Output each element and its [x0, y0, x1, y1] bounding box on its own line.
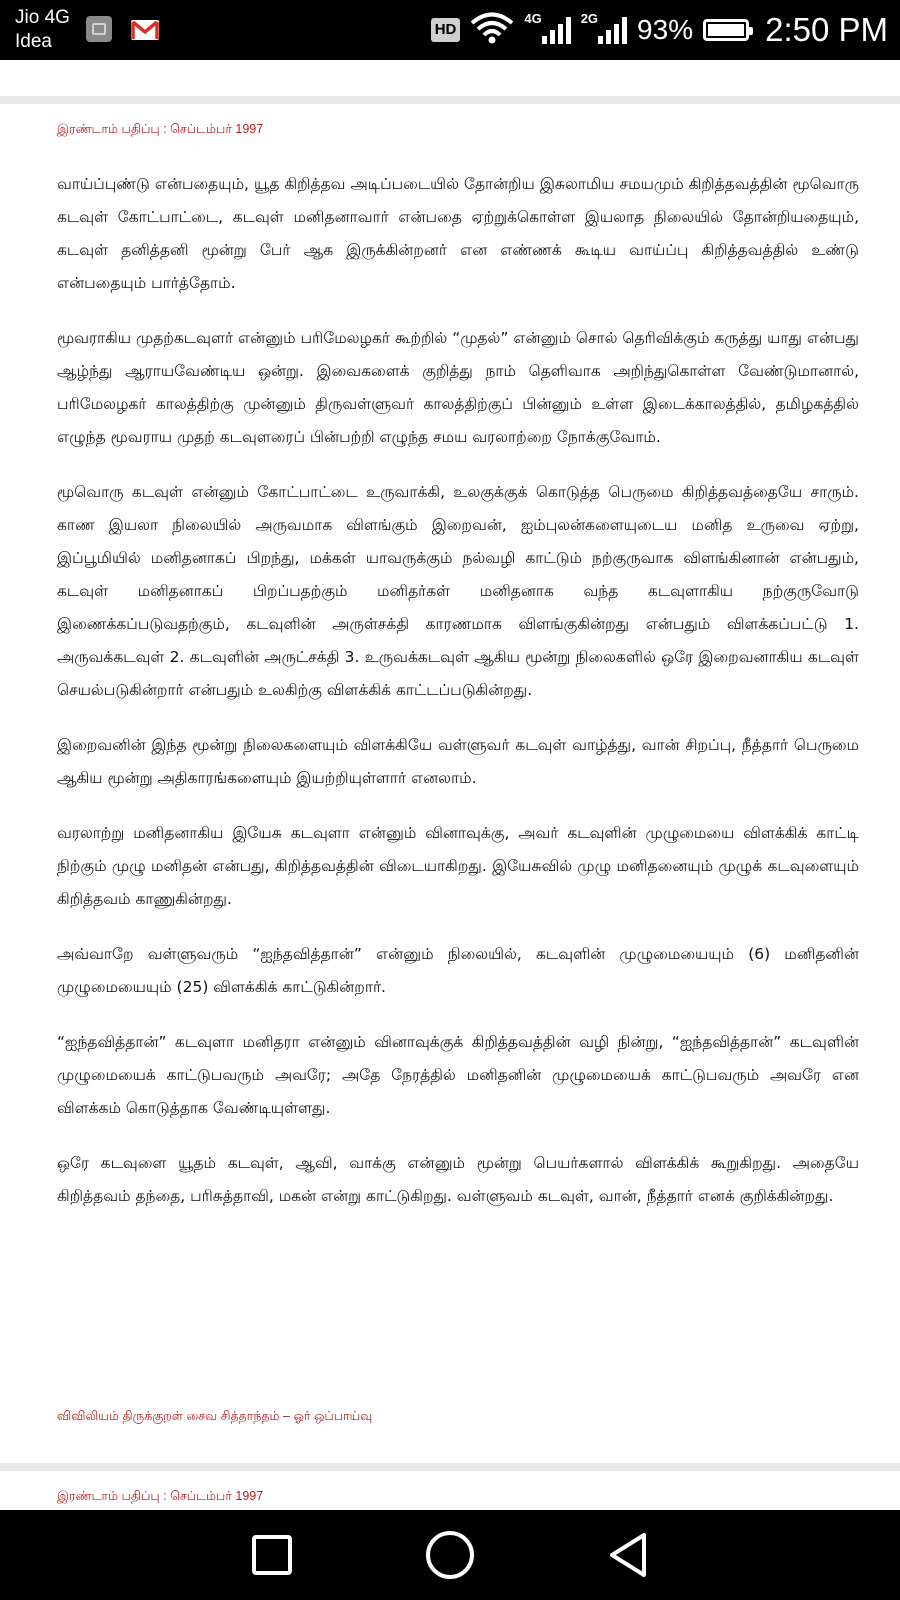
paragraph: மூவராகிய முதற்கடவுளர் என்னும் பரிமேலழகர் கூற்றில் “முதல்” என்னும் சொல் தெரிவிக்கும் கருத்து யாது என்பது ஆழ்ந்து ஆராயவேண்டிய ஒன்று. இவைகளைக் குறித்து நாம் தெளிவாக அறிந்துகொள்ள வேண்டுமானால், பரிமேலழகர் காலத்திற்கு முன்னும் திருவள்ளுவர் காலத்திற்குப் பின்னும் உள்ள இடைக்காலத்தில், தமிழகத்தில் எழுந்த மூவராய முதற் கடவுளரைப் பின்பற்றி எழுந்த சமய வரலாற்றை நோக்குவோம். — [57, 329, 859, 446]
page-separator — [0, 1463, 900, 1471]
wifi-icon — [470, 12, 514, 49]
home-button[interactable] — [420, 1525, 480, 1585]
paragraph: வரலாற்று மனிதனாகிய இயேசு கடவுளா என்னும் வினாவுக்கு, அவர் கடவுளின் முழுமையை விளக்கிக் காட்டி நிற்கும் முழு மனிதன் என்பது, கிறித்தவத்தின் விடையாகிறது. இயேசுவில் முழு மனிதனையும் முழுக் கடவுளையும் கிறித்தவம் காணுகின்றது. — [57, 824, 859, 908]
paragraph: அவ்வாறே வள்ளுவரும் “ஐந்தவித்தான்” என்னும் நிலையில், கடவுளின் முழுமையையும் (6) மனிதனின் முழுமையையும் (25) விளக்கிக் காட்டுகின்றார். — [57, 945, 859, 996]
page-separator — [0, 96, 900, 104]
circle-icon — [424, 1529, 476, 1581]
clock: 2:50 PM — [765, 11, 888, 48]
paragraph: “ஐந்தவித்தான்” கடவுளா மனிதரா என்னும் வினாவுக்குக் கிறித்தவத்தின் வழி நின்று, “ஐந்தவித்தான்” கடவுளின் முழுமையைக் காட்டுபவரும் அவரே; அதே நேரத்தில் மனிதனின் முழுமையைக் காட்டுபவரும் அவரே என விளக்கம் கொடுத்தாக வேண்டியுள்ளது. — [57, 1033, 859, 1117]
hd-badge: HD — [431, 18, 461, 42]
network-4g-label: 4G — [524, 10, 542, 26]
gmail-icon — [130, 18, 160, 42]
signal-icon — [542, 16, 571, 44]
system-status — [431, 0, 888, 60]
carrier-info — [15, 6, 70, 54]
status-bar — [0, 0, 900, 60]
paragraph: மூவொரு கடவுள் என்னும் கோட்பாட்டை உருவாக்கி, உலகுக்குக் கொடுத்த பெருமை கிறித்தவத்தையே சாரும். காண இயலா நிலையில் அருவமாக விளங்கும் இறைவன், ஐம்புலன்களையுடைய மனித உருவை ஏற்று, இப்பூமியில் மனிதனாகப் பிறந்து, மக்கள் யாவருக்கும் நல்வழி காட்டும் நற்குருவாக விளங்கினான் என்பதும், கடவுள் மனிதனாகப் பிறப்பதற்கும் மனிதர்கள் மனிதனாக வந்த கடவுளாகிய நற்குருவோடு இணைக்கப்படுவதற்கும், கடவுளின் அருள்சக்தி காரணமாக விளங்குகின்றது என்பதும் விளக்கப்பட்டு 1. அருவக்கடவுள் 2. கடவுளின் அருட்சக்தி 3. உருவக்கடவுள் ஆகிய மூன்று நிலைகளில் ஒரே இறைவனாகிய கடவுள் செயல்படுகின்றார் என்பதும் உலகிற்கு விளக்கிக் காட்டப்படுகின்றது. — [57, 483, 859, 699]
carrier-line-2: Idea — [15, 31, 52, 52]
article-body — [57, 168, 859, 1235]
paragraph: வாய்ப்புண்டு என்பதையும், யூத கிறித்தவ அடிப்படையில் தோன்றிய இசுலாமிய சமயமும் கிறித்தவத்தின் மூவொரு கடவுள் கோட்பாட்டை, கடவுள் மனிதனாவார் என்பதை ஏற்றுக்கொள்ள இயலாத நிலையில் தோன்றியதையும், கடவுள் தனித்தனி மூன்று பேர் ஆக இருக்கின்றனர் என எண்ணக் கூடிய வாய்ப்பு கிறித்தவத்தில் உண்டு என்பதையும் பார்த்தோம். — [57, 175, 859, 292]
back-button[interactable] — [598, 1525, 658, 1585]
network-2g-label: 2G — [580, 10, 599, 26]
battery-percent: 93% — [637, 14, 694, 45]
edition-note: இரண்டாம் பதிப்பு : செப்டம்பர் 1997 — [57, 1489, 264, 1503]
square-icon — [250, 1533, 294, 1577]
gallery-icon — [86, 16, 112, 42]
edition-note: இரண்டாம் பதிப்பு : செப்டம்பர் 1997 — [57, 122, 264, 136]
paragraph: ஒரே கடவுளை யூதம் கடவுள், ஆவி, வாக்கு என்னும் மூன்று பெயர்களால் விளக்கிக் கூறுகிறது. அதையே கிறித்தவம் தந்தை, பரிசுத்தாவி, மகன் என்று காட்டுகிறது. வள்ளுவம் கடவுள், வான், நீத்தார் எனக் குறிக்கின்றது. — [57, 1154, 859, 1205]
back-triangle-icon — [606, 1531, 650, 1579]
battery-icon — [703, 19, 749, 41]
recents-button[interactable] — [242, 1525, 302, 1585]
paragraph: இறைவனின் இந்த மூன்று நிலைகளையும் விளக்கியே வள்ளுவர் கடவுள் வாழ்த்து, வான் சிறப்பு, நீத்தார் பெருமை ஆகிய மூன்று அதிகாரங்களையும் இயற்றியுள்ளார் எனலாம். — [57, 736, 859, 787]
carrier-line-1: Jio 4G — [15, 7, 70, 28]
book-title-footer: விவிலியம் திருக்குறள் சைவ சித்தாந்தம் – ஓர் ஒப்பாய்வு — [57, 1409, 373, 1423]
signal-icon — [598, 16, 627, 44]
navigation-bar — [0, 1510, 900, 1600]
